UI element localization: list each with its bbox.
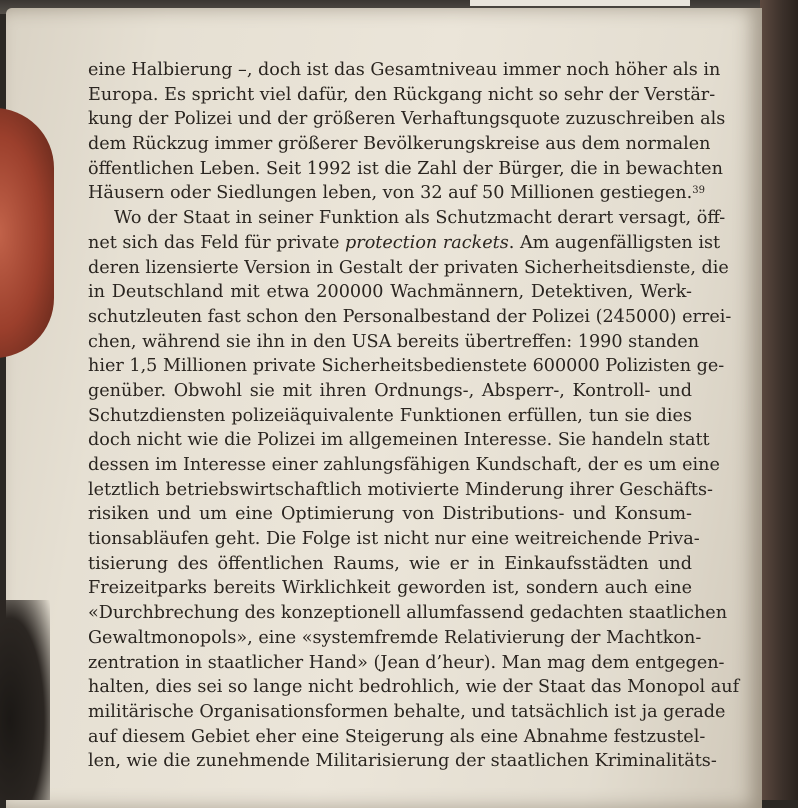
text-line: hier 1,5 Millionen private Sicherheitsbedienstete 600000 Polizisten ge-	[88, 356, 725, 377]
text-line: Wo der Staat in seiner Funktion als Schutzmacht derart versagt, öff-	[114, 208, 726, 229]
text-line: eine Halbierung –, doch ist das Gesamtniveau immer noch höher als in	[88, 60, 721, 80]
text-line: deren lizensierte Version in Gestalt der privaten Sicherheitsdienste, die	[88, 257, 729, 278]
text-segment: net sich das Feld für private	[88, 232, 340, 253]
text-segment: . Am augenfälligsten ist	[508, 232, 721, 253]
text-line: doch nicht wie die Polizei im allgemeinen Interesse. Sie handeln statt	[88, 430, 710, 451]
text-line: chen, während sie ihn in den USA bereits übertreffen: 1990 standen	[88, 331, 700, 352]
text-line: Gewaltmonopols», eine «systemfremde Relativierung der Machtkon-	[88, 627, 702, 648]
text-line: Schutzdiensten polizeiäquivalente Funktionen erfüllen, tun sie dies	[88, 405, 692, 426]
text-line: tisierung des öffentlichen Raums, wie er in Einkaufsstädten und	[88, 553, 692, 574]
footnote-marker: 39	[692, 185, 705, 197]
text-line: letztlich betriebswirtschaftlich motivierte Minderung ihrer Geschäfts-	[88, 479, 713, 500]
text-line: kung der Polizei und der größeren Verhaftungsquote zuzuschreiben als	[88, 109, 726, 130]
text-line: genüber. Obwohl sie mit ihren Ordnungs-, Absperr-, Kontroll- und	[88, 380, 692, 401]
text-line	[88, 231, 721, 256]
text-line: Freizeitparks bereits Wirklichkeit geworden ist, sondern auch eine	[88, 578, 692, 599]
facing-page-edge	[760, 0, 798, 800]
italic-phrase: protection rackets	[345, 232, 509, 253]
text-line: halten, dies sei so lange nicht bedrohlich, wie der Staat das Monopol auf	[88, 677, 740, 698]
text-line	[88, 181, 705, 206]
text-line: in Deutschland mit etwa 200000 Wachmännern, Detektiven, Werk-	[88, 282, 692, 303]
text-line: zentration in staatlicher Hand» (Jean d’heur). Man mag dem entgegen-	[88, 652, 725, 673]
text-line: öffentlichen Leben. Seit 1992 ist die Zahl der Bürger, die in bewachten	[88, 158, 723, 179]
dark-shadow	[0, 600, 50, 800]
text-line: dessen im Interesse einer zahlungsfähigen Kundschaft, der es um eine	[88, 455, 720, 475]
background-light-strip	[470, 0, 690, 6]
page-text	[88, 58, 740, 774]
text-line: Europa. Es spricht viel dafür, den Rückgang nicht so sehr der Verstär-	[88, 84, 716, 105]
text-line: len, wie die zunehmende Militarisierung der staatlichen Kriminalitäts-	[88, 751, 717, 772]
text-line: dem Rückzug immer größerer Bevölkerungskreise aus dem normalen	[88, 134, 711, 155]
text-line: schutzleuten fast schon den Personalbestand der Polizei (245000) errei-	[88, 306, 732, 327]
text-line: tionsabläufen geht. Die Folge ist nicht nur eine weitreichende Priva-	[88, 529, 700, 550]
text-line: militärische Organisationsformen behalte, und tatsächlich ist ja gerade	[88, 701, 726, 722]
text-line: auf diesem Gebiet eher eine Steigerung als eine Abnahme festzustel-	[88, 726, 706, 747]
text-line: «Durchbrechung des konzeptionell allumfassend gedachten staatlichen	[88, 603, 728, 624]
text-line: risiken und um eine Optimierung von Distributions- und Konsum-	[88, 504, 692, 525]
text-segment: Häusern oder Siedlungen leben, von 32 auf 50 Millionen gestiegen.	[88, 183, 693, 204]
thumb	[0, 108, 54, 358]
